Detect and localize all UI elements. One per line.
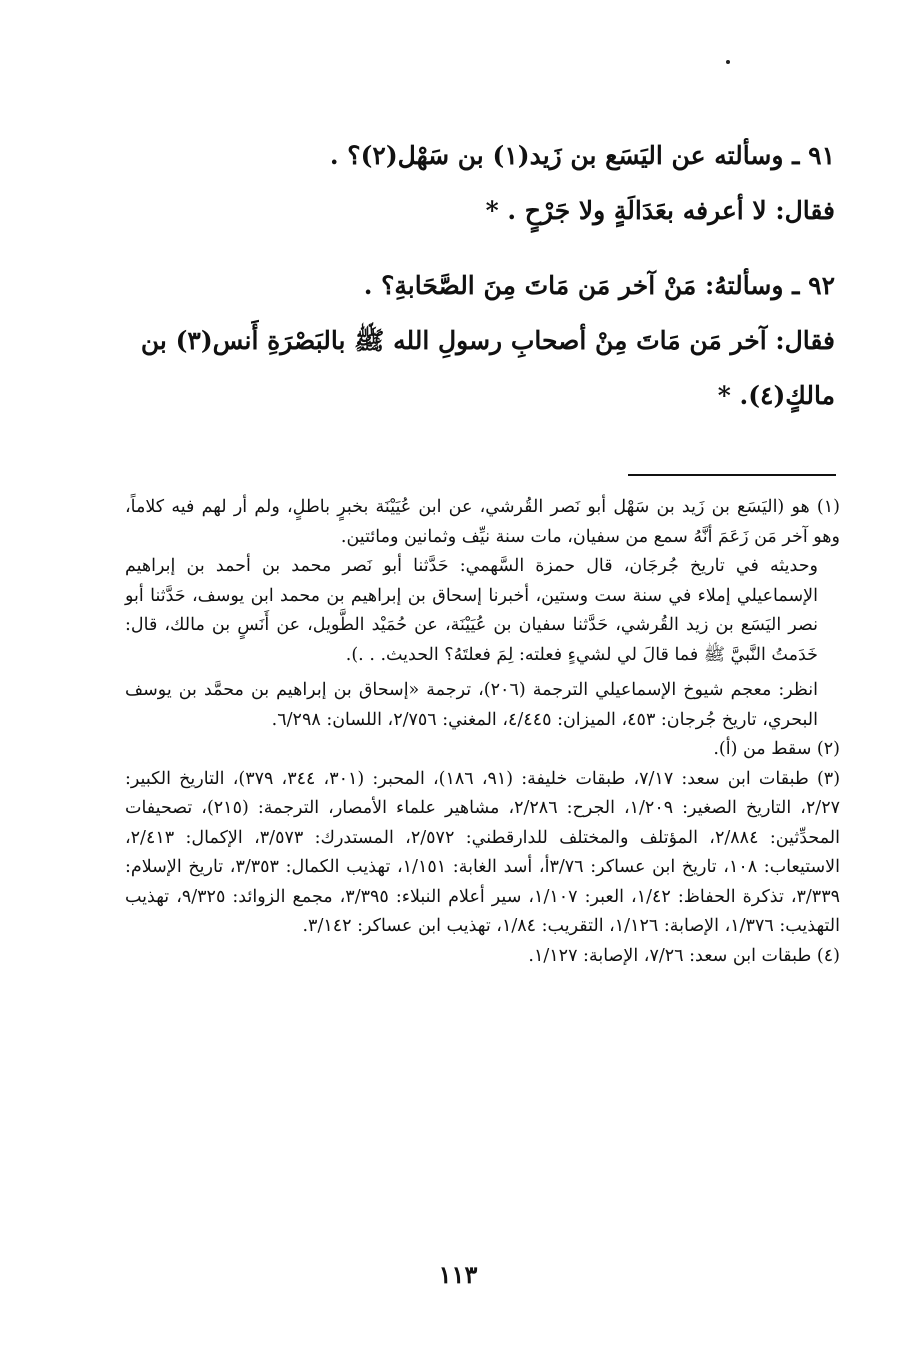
entry-91-answer: فقال: لا أعرفه بعَدَالَةٍ ولا جَرْحٍ . *	[485, 196, 835, 225]
footnote-3: (٣) طبقات ابن سعد: ٧/١٧، طبقات خليفة: (٩١، ١٨٦)، المحبر: (٣٠١، ٣٤٤، ٣٧٩)، التاريخ الكبير: ٢/٢٧، التاريخ الصغير: ١/٢٠٩، الجرح: ٢/٢٨٦، مشاهير علماء الأمصار، الترجمة: (٢١٥)، تصحيفات المحدِّثين: ٢/٨٨٤، المؤتلف والمختلف للدارقطني: ٢/٥٧٢، المستدرك: ٣/٥٧٣، الإكمال: ٢/٤١٣، الاستيعاب: ١٠٨، تاريخ ابن عساكر: ٣/٧٦أ، أسد الغابة: ١/١٥١، تهذيب الكمال: ٣/٣٥٣، تاريخ الإسلام: ٣/٣٣٩، تذكرة الحفاظ: ١/٤٢، العبر: ١/١٠٧، سير أعلام النبلاء: ٣/٣٩٥، مجمع الزوائد: ٩/٣٢٥، تهذيب التهذيب: ١/٣٧٦، الإصابة: ١/١٢٦، التقريب: ١/٨٤، تهذيب ابن عساكر: ٣/١٤٢.	[125, 768, 841, 936]
entry-92-question: ٩٢ ـ وسألتهُ: مَنْ آخر مَن مَاتَ مِنَ الصَّحَابةِ؟ .	[363, 271, 835, 300]
footnote-separator	[628, 474, 836, 476]
main-text	[135, 128, 835, 423]
page-number: ١١٣	[438, 1260, 478, 1289]
entry-92-answer: فقال: آخر مَن مَاتَ مِنْ أصحابِ رسولِ الله ﷺ بالبَصْرَةِ أَنس(٣) بن مالكٍ(٤). *	[140, 326, 835, 410]
entry-91-question: ٩١ ـ وسألته عن اليَسَع بن زَيد(١) بن سَهْل(٢)؟ .	[329, 141, 835, 170]
stray-dot	[726, 60, 730, 64]
footnotes	[125, 493, 840, 971]
footnote-1-hadith: وحديثه في تاريخ جُرجَان، قال حمزة السَّهمي: حَدَّثنا أبو نَصر محمد بن أحمد بن إبراهيم الإسماعيلي إملاء في سنة ست وستين، أخبرنا إسحاق بن إبراهيم بن محمد ابن يوسف، حَدَّثنا أبو نصر اليَسَع بن زيد القُرشي، حَدَّثنا سفيان بن عُيَيْنَة، عن حُمَيْد الطَّويل، عن أَنَسٍ بن مالك، قال: خَدَمتُ النَّبيَّ ﷺ فما قالَ لي لشيءٍ فعلته: لِمَ فعلتَهُ؟ الحديث. . .).	[125, 556, 818, 665]
footnote-2: (٢) سقط من (أ).	[713, 739, 840, 759]
footnote-1-references: انظر: معجم شيوخ الإسماعيلي الترجمة (٢٠٦)، ترجمة «إسحاق بن إبراهيم بن محمَّد بن يوسف البحري، تاريخ جُرجان: ٤٥٣، الميزان: ٤/٤٤٥، المغني: ٢/٧٥٦، اللسان: ٦/٢٩٨.	[125, 680, 819, 730]
footnote-4: (٤) طبقات ابن سعد: ٧/٢٦، الإصابة: ١/١٢٧.	[528, 945, 840, 966]
footnote-1-text: (١) هو (اليَسَع بن زَيد بن سَهْل أبو نَصر القُرشي، عن ابن عُيَيْنَة بخبرٍ باطلٍ، ولم أر لهم فيه كلاماً، وهو آخر مَن زَعَمَ أنَّهُ سمع من سفيان، مات سنة نيِّف وثمانين ومائتين.	[125, 497, 840, 547]
